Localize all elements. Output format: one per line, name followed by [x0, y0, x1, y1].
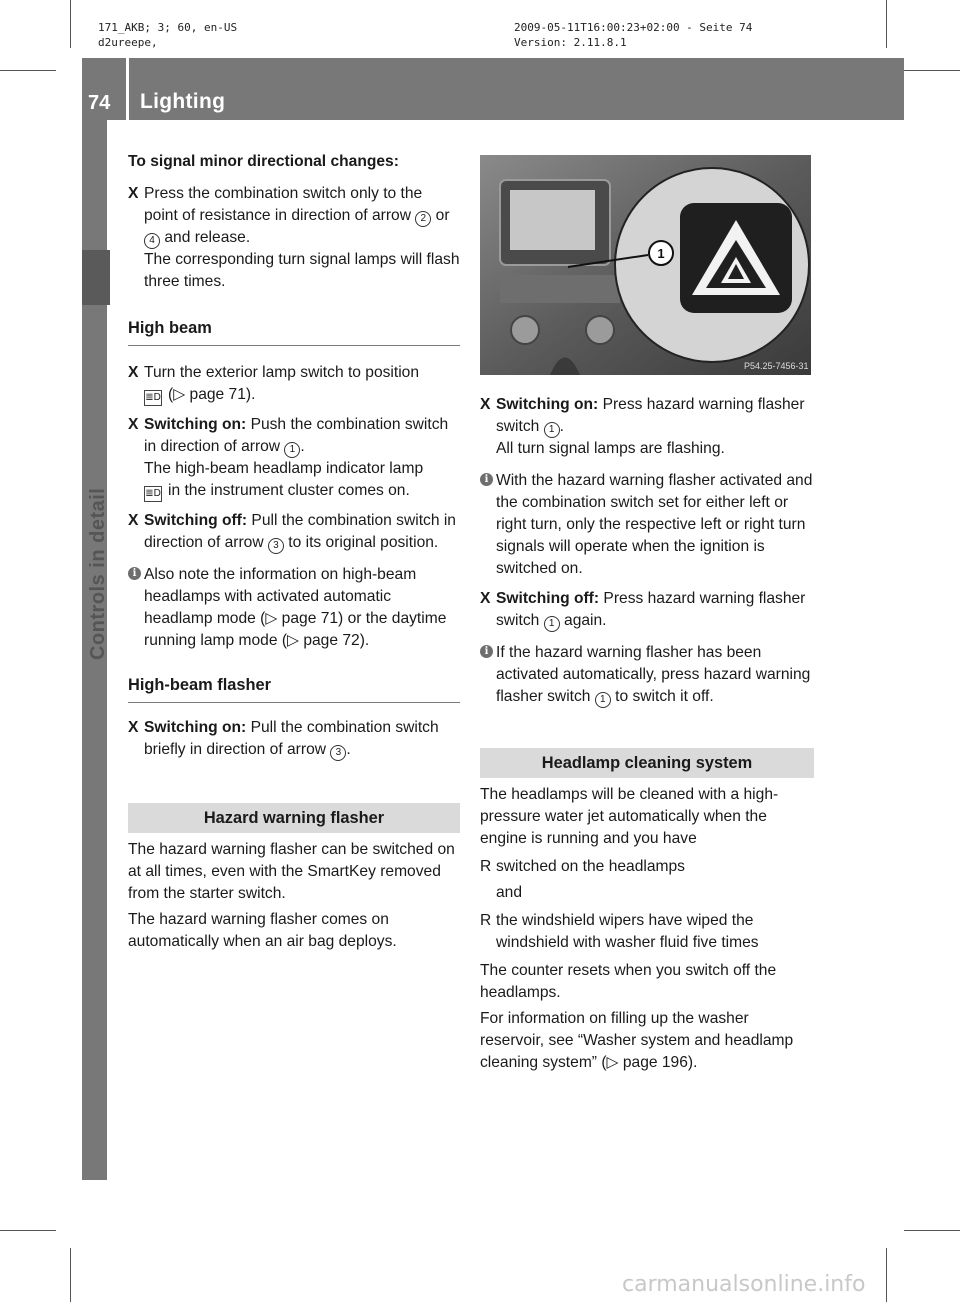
step-result: All turn signal lamps are flashing. [496, 440, 725, 457]
figure-callout-1: 1 [657, 246, 665, 261]
step-label: Switching off: [496, 590, 600, 607]
switch-1-callout: 1 [595, 692, 611, 708]
step-text: Push the combination switch in direction of arrow [144, 416, 449, 455]
info-text: With the hazard warning flasher activated and the combination switch set for either left or right turn, only the respective left or right turn signals will operate when the ignition is switched on. [496, 472, 813, 577]
switch-1-callout: 1 [544, 616, 560, 632]
step-text: Press hazard warning flasher switch [496, 396, 805, 435]
step-item [128, 183, 460, 293]
step-label: Switching on: [144, 719, 247, 736]
list-item-text: and [496, 884, 523, 901]
header-divider [126, 58, 129, 120]
info-note [128, 564, 460, 652]
step-text: . [559, 418, 565, 435]
section-label: Controls in detail [87, 487, 109, 660]
print-meta-line: 2009-05-11T16:00:23+02:00 - Seite 74 [514, 21, 753, 34]
step-text: or [435, 207, 450, 224]
arrow-4-callout: 4 [144, 233, 160, 249]
step-result: in the instrument cluster comes on. [168, 482, 410, 499]
step-text: . [346, 741, 351, 758]
step-label: Switching on: [144, 416, 247, 433]
step-label: Switching off: [144, 512, 248, 529]
crop-mark [70, 1248, 71, 1302]
crop-mark [70, 0, 71, 48]
print-meta-left [98, 20, 237, 50]
high-beam-heading: High beam [128, 317, 460, 346]
step-text: Pull the combination switch in direction of arrow [144, 512, 456, 551]
step-text: to its original position. [288, 534, 439, 551]
chapter-title: Lighting [140, 90, 226, 113]
step-marker-icon: X [480, 396, 491, 413]
step-text: . [300, 438, 305, 455]
page-number: 74 [88, 92, 111, 114]
bullet-marker: R [480, 912, 492, 929]
step-item [128, 510, 460, 554]
watermark-text: carmanualsonline.info [622, 1272, 866, 1297]
step-marker-icon: X [128, 416, 139, 433]
dashboard-illustration [480, 155, 811, 375]
arrow-1-callout: 1 [284, 442, 300, 458]
paragraph: For information on filling up the washer reservoir, see “Washer system and headlamp cleaning system” (▷ page 196). [480, 1010, 794, 1071]
minor-changes-heading: To signal minor directional changes: [128, 153, 399, 170]
step-marker-icon: X [128, 719, 139, 736]
crop-mark [904, 1230, 960, 1231]
step-text: and release. [164, 229, 251, 246]
info-note [480, 470, 814, 580]
step-item [128, 717, 460, 761]
info-note [480, 642, 814, 708]
step-text: Turn the exterior lamp switch to position [144, 364, 420, 381]
print-meta-line: d2ureepe, [98, 36, 158, 49]
arrow-3-callout: 3 [268, 538, 284, 554]
info-icon: i [128, 567, 141, 580]
step-item [128, 414, 460, 502]
info-text: If the hazard warning flasher has been activated automatically, press hazard warning flasher switch [496, 644, 811, 705]
right-column [480, 394, 814, 1074]
page-ref: (▷ page 71). [168, 386, 256, 403]
side-tab-marker [82, 250, 110, 305]
paragraph: The hazard warning flasher can be switched on at all times, even with the SmartKey removed from the starter switch. [128, 841, 455, 902]
step-marker-icon: X [128, 512, 139, 529]
high-beam-indicator-icon: ≣D [144, 486, 162, 502]
crop-mark [904, 70, 960, 71]
crop-mark [0, 70, 56, 71]
hazard-switch-photo [480, 155, 811, 375]
step-text: again. [564, 612, 607, 629]
step-result: The corresponding turn signal lamps will flash three times. [144, 251, 460, 290]
paragraph: The hazard warning flasher comes on automatically when an air bag deploys. [128, 911, 397, 950]
high-beam-lamp-icon: ≣D [144, 390, 162, 406]
paragraph: The headlamps will be cleaned with a high-pressure water jet automatically when the engine is running and you have [480, 786, 779, 847]
step-item [480, 394, 814, 460]
left-column [128, 151, 460, 953]
info-icon: i [480, 473, 493, 486]
info-text: to switch it off. [615, 688, 714, 705]
step-result: The high-beam headlamp indicator lamp [144, 460, 424, 477]
list-item-text: the windshield wipers have wiped the windshield with washer fluid five times [496, 912, 759, 951]
step-item [128, 362, 460, 406]
step-text: Pull the combination switch briefly in direction of arrow [144, 719, 439, 758]
arrow-2-callout: 2 [415, 211, 431, 227]
step-label: Switching on: [496, 396, 599, 413]
list-item [480, 856, 814, 904]
arrow-3-callout: 3 [330, 745, 346, 761]
step-item [480, 588, 814, 632]
crop-mark [886, 0, 887, 48]
print-meta-line: Version: 2.11.8.1 [514, 36, 627, 49]
bullet-marker: R [480, 858, 492, 875]
list-item-text: switched on the headlamps [496, 858, 685, 875]
hazard-section-banner: Hazard warning flasher [128, 803, 460, 833]
step-text: Press the combination switch only to the point of resistance in direction of arrow [144, 185, 423, 224]
step-marker-icon: X [128, 185, 139, 202]
step-marker-icon: X [128, 364, 139, 381]
print-meta-right [514, 20, 752, 50]
info-icon: i [480, 645, 493, 658]
info-text: Also note the information on high-beam headlamps with activated automatic headlamp mode (▷ page 71) or the daytime running lamp mode (▷ page 72). [144, 566, 447, 649]
step-marker-icon: X [480, 590, 491, 607]
figure-code: P54.25-7456-31 [744, 361, 809, 371]
list-item [480, 910, 814, 954]
paragraph: The counter resets when you switch off the headlamps. [480, 962, 777, 1001]
crop-mark [886, 1248, 887, 1302]
switch-1-callout: 1 [544, 422, 560, 438]
crop-mark [0, 1230, 56, 1231]
high-beam-flasher-heading: High-beam flasher [128, 674, 460, 703]
step-text: Press hazard warning flasher switch [496, 590, 806, 629]
headlamp-cleaning-banner: Headlamp cleaning system [480, 748, 814, 778]
print-meta-line: 171_AKB; 3; 60, en-US [98, 21, 238, 34]
